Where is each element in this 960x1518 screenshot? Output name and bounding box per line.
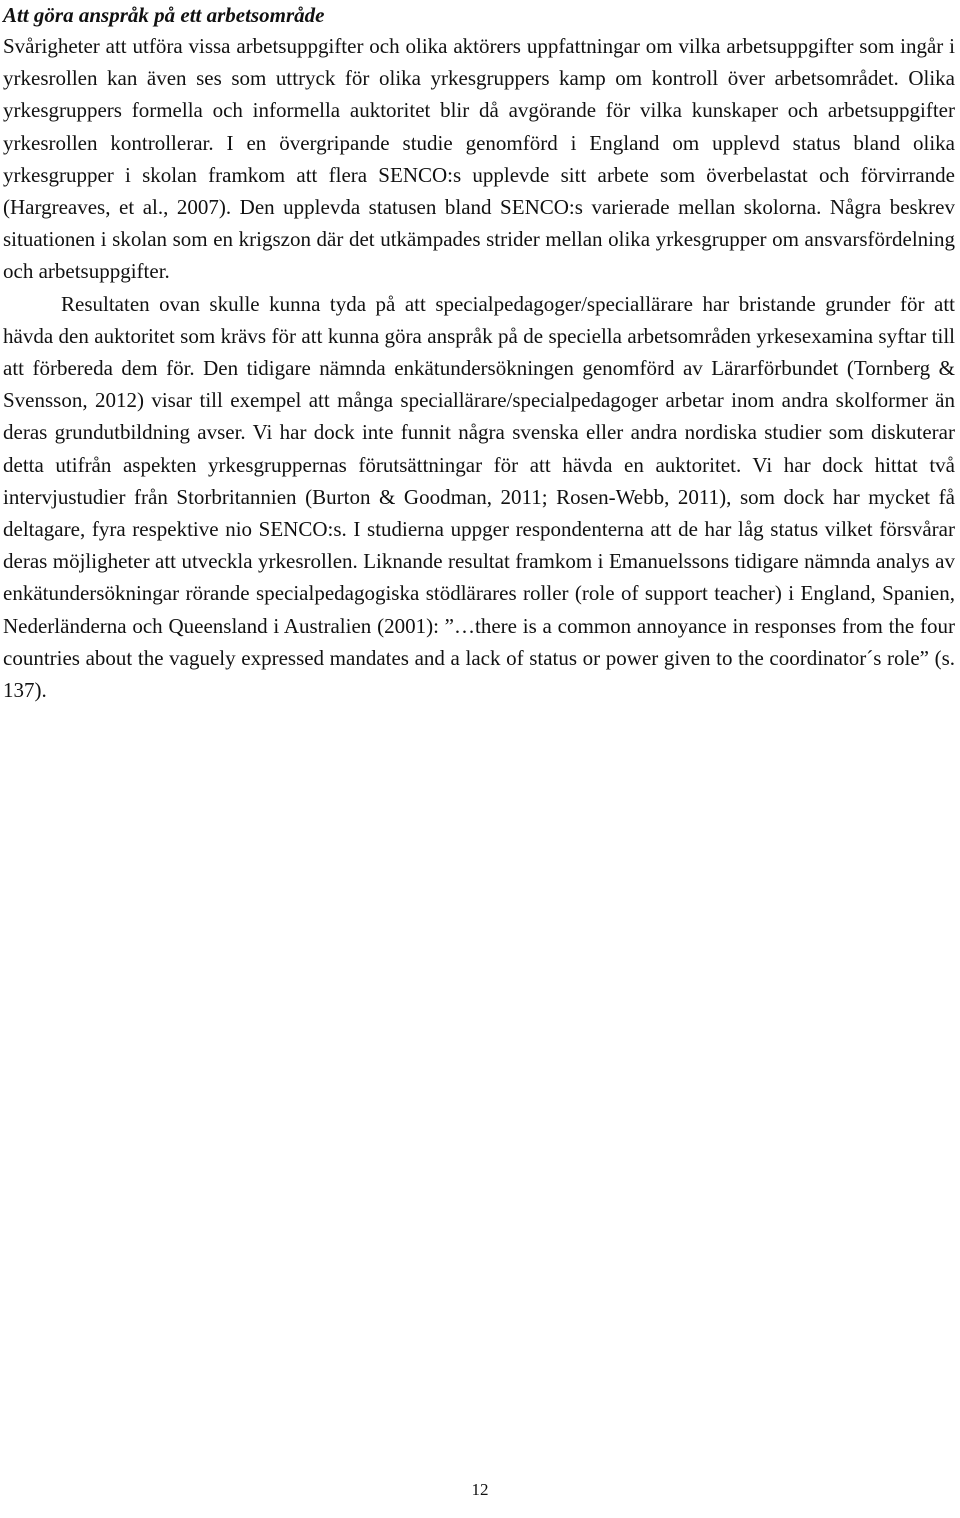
page-number: 12 <box>471 1480 489 1499</box>
body-text <box>3 0 955 706</box>
paragraph-2: Resultaten ovan skulle kunna tyda på att specialpedagoger/speciallärare har bristande grunder för att hävda den auktoritet som krävs för att kunna göra anspråk på de speciella arbetsområden yrkesexamina syftar till att förbereda dem för. Den tidigare nämnda enkätundersökningen genomförd av Lärarförbundet (Tornberg & Svensson, 2012) visar till exempel att många speciallärare/specialpedagoger arbetar inom andra skolformer än deras grundutbildning avser. Vi har dock inte funnit några svenska eller andra nordiska studier som diskuterar detta utifrån aspekten yrkesgruppernas förutsättningar för att hävda en auktoritet. Vi har dock hittat två intervjustudier från Storbritannien (Burton & Goodman, 2011; Rosen-Webb, 2011), som dock har mycket få deltagare, fyra respektive nio SENCO:s. I studierna uppger respondenterna att de har låg status vilket försvårar deras möjligheter att utveckla yrkesrollen. Liknande resultat framkom i Emanuelssons tidigare nämnda analys av enkätundersökningar rörande specialpedagogiska stödlärares roller (role of support teacher) i England, Spanien, Nederländerna och Queensland i Australien (2001): ”…there is a common annoyance in responses from the four countries about the vaguely expressed mandates and a lack of status or power given to the coordinator´s role” (s. 137). <box>3 291 955 703</box>
section-heading: Att göra anspråk på ett arbetsområde <box>3 3 325 27</box>
paragraph-1: Svårigheter att utföra vissa arbetsuppgifter och olika aktörers uppfattningar om vilka arbetsuppgifter som ingår i yrkesrollen kan även ses som uttryck för olika yrkesgruppers kamp om kontroll över arbetsområdet. Olika yrkesgruppers formella och informella auktoritet blir då avgörande för vilka kunskaper och arbetsuppgifter yrkesrollen kontrollerar. I en övergripande studie genomförd i England om upplevd status bland olika yrkesgrupper i skolan framkom att flera SENCO:s upplevde sitt arbete som överbelastat och förvirrande (Hargreaves, et al., 2007). Den upplevda statusen bland SENCO:s varierade mellan skolorna. Några beskrev situationen i skolan som en krigszon där det utkämpades strider mellan olika yrkesgrupper om ansvarsfördelning och arbetsuppgifter. <box>3 34 955 284</box>
